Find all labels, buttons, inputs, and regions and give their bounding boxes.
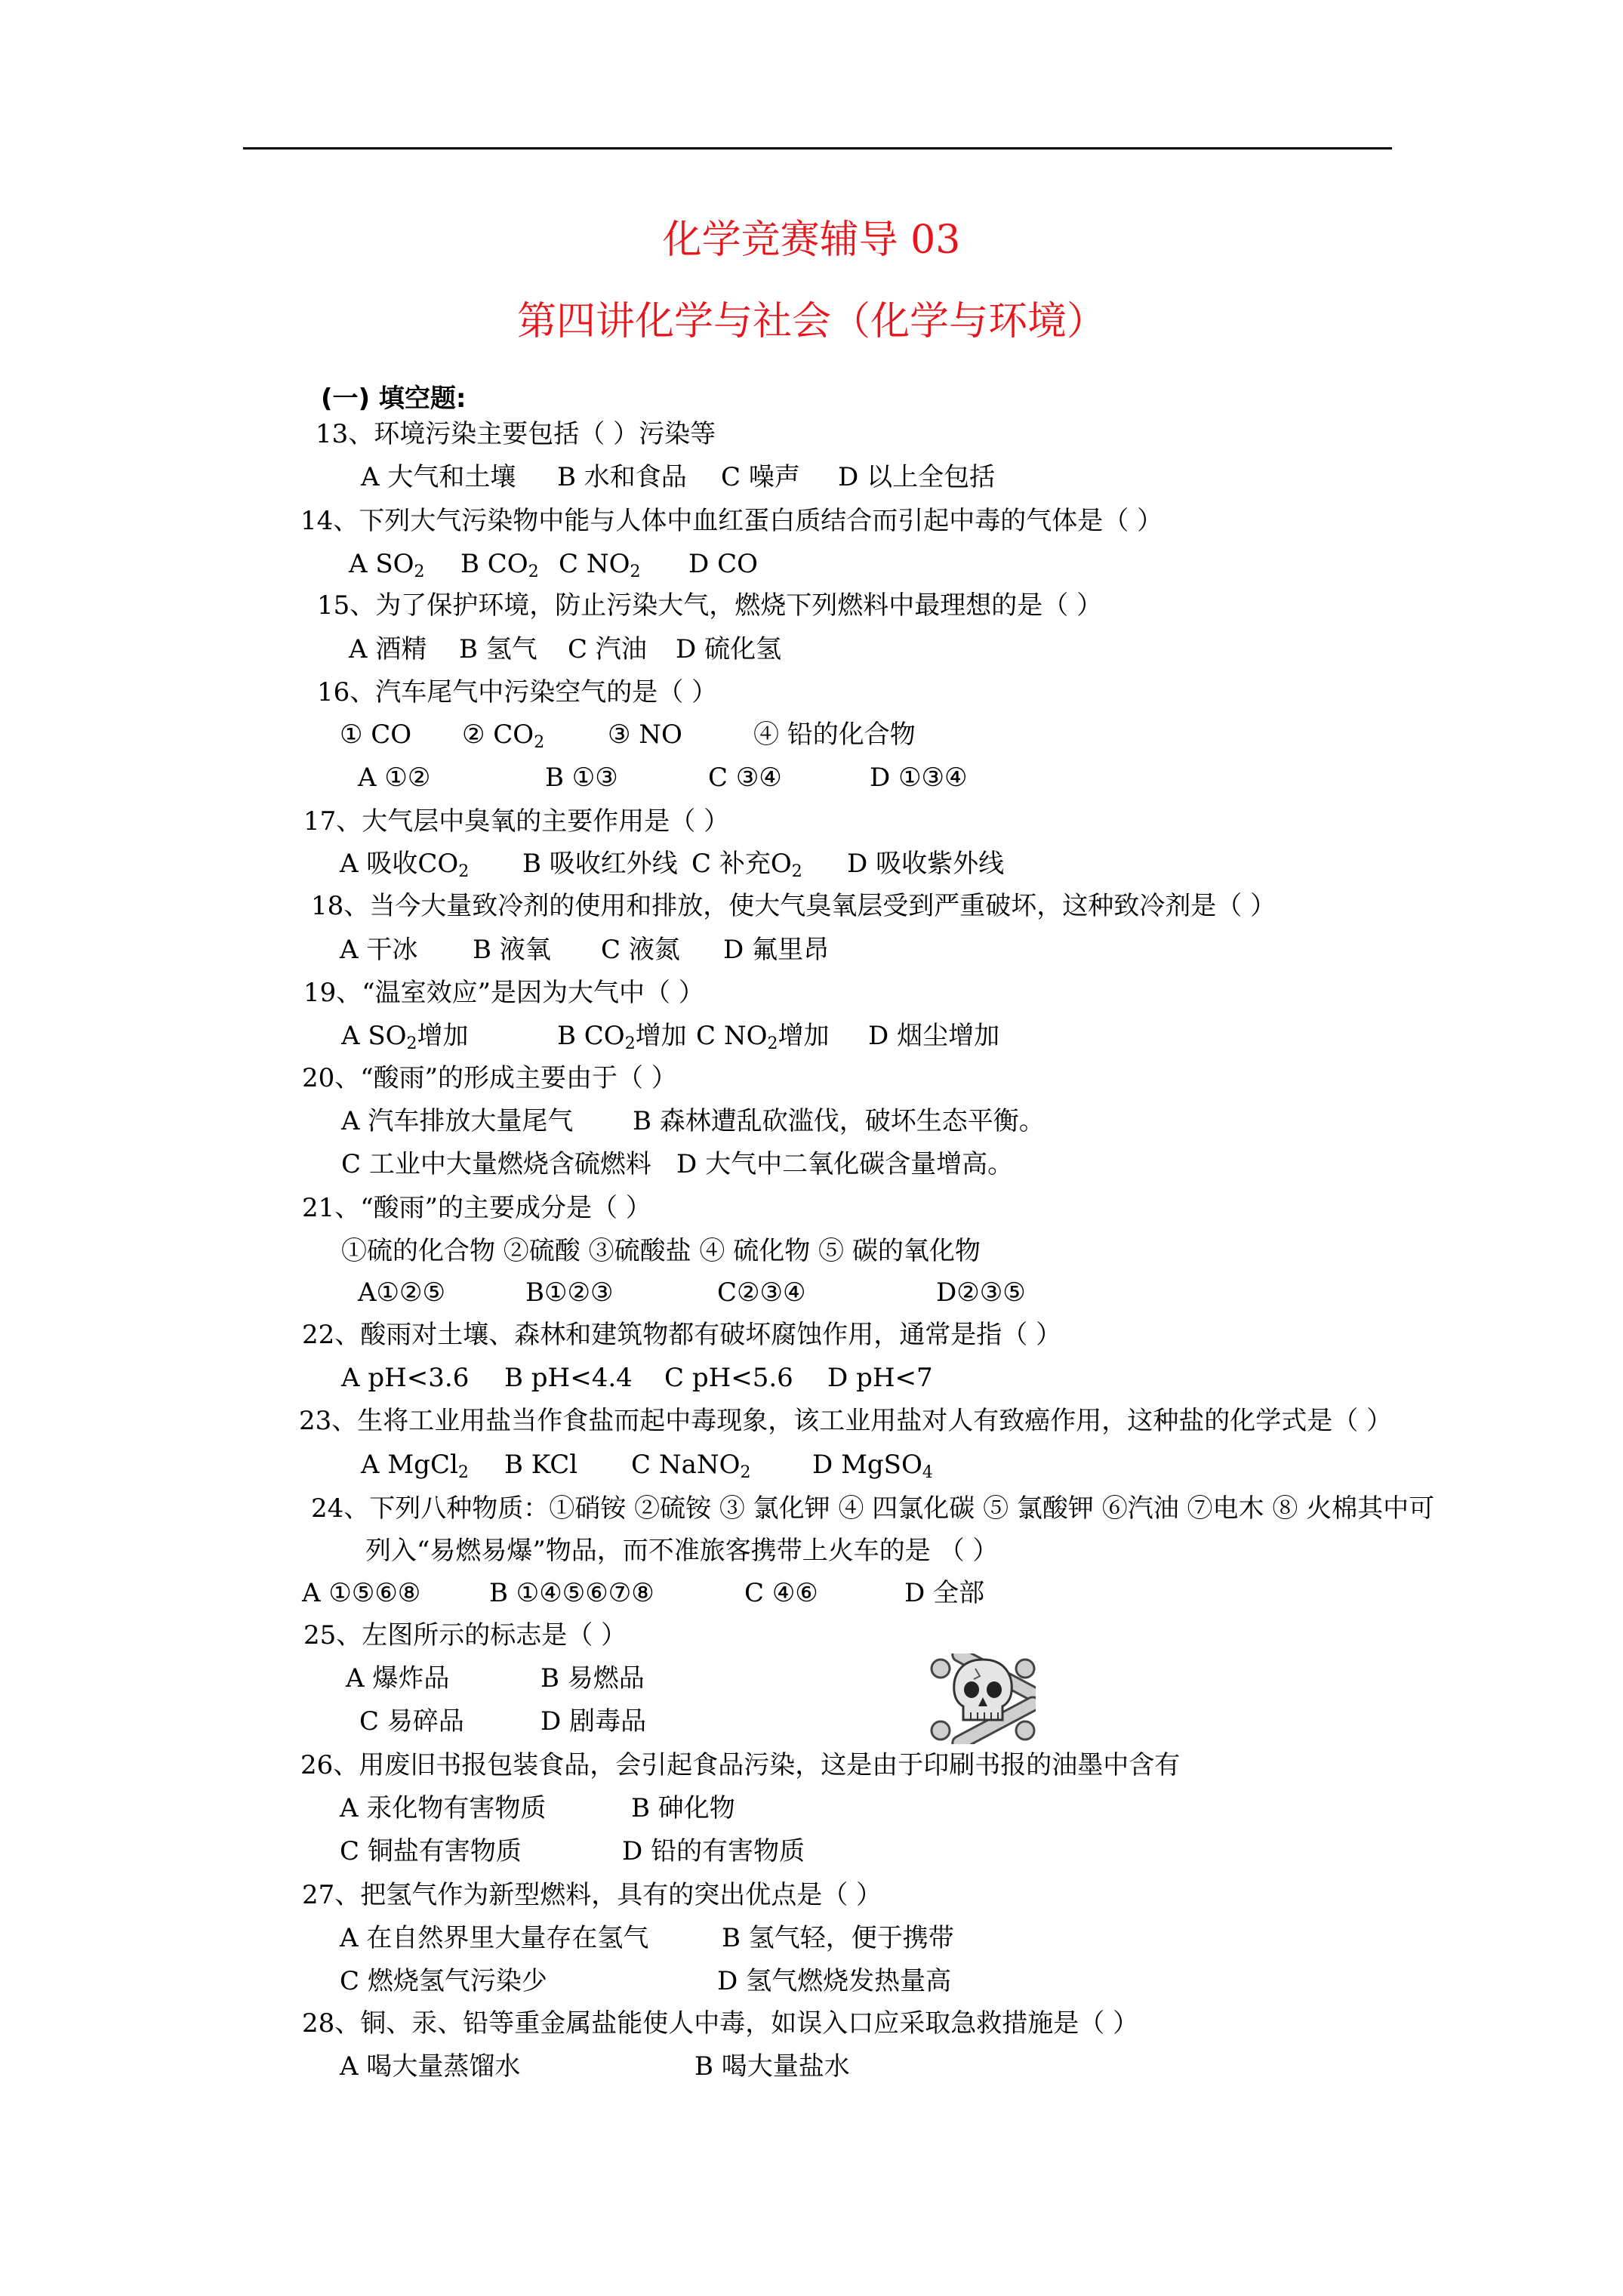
option-b: B 森林遭乱砍滥伐，破坏生态平衡。 [633, 1106, 1045, 1136]
option-d: D 全部 [904, 1578, 985, 1608]
option-d: D 大气中二氧化碳含量增高。 [676, 1149, 1014, 1179]
question-26-options-ab [0, 1793, 1623, 1823]
option-b: B 液氧 [473, 935, 551, 965]
option-c: C ④⑥ [744, 1578, 818, 1608]
question-27-options-ab [0, 1923, 1623, 1953]
option-b: B $CO_2$ [460, 549, 539, 581]
option-b: B pH<4.4 [504, 1363, 633, 1393]
option-a: A $SO_2$增加 [341, 1021, 469, 1053]
header-rule [243, 147, 1392, 149]
question-13: 13、环境污染主要包括（ ）污染等 [316, 419, 716, 449]
option-c: C pH<5.6 [664, 1363, 793, 1393]
option-a: A①②⑤ [358, 1277, 445, 1308]
option-a: A 在自然界里大量存在氢气 [340, 1923, 649, 1953]
question-27-options-cd [0, 1966, 1623, 1996]
option-c: C $NO_2$增加 [696, 1021, 830, 1053]
question-19: 19、“温室效应”是因为大气中（ ） [303, 978, 704, 1008]
question-24-stem-cont: 列入“易燃易爆”物品，而不准旅客携带上火车的是 （ ） [365, 1536, 999, 1566]
question-14-options [0, 549, 1623, 579]
question-26: 26、用废旧书报包装食品，会引起食品污染，这是由于印刷书报的油墨中含有 [300, 1750, 1181, 1780]
option-c: C 铜盐有害物质 [340, 1836, 522, 1866]
page-subtitle: 第四讲化学与社会（化学与环境） [516, 299, 1106, 344]
question-24-options [0, 1578, 1623, 1608]
option-a: A 酒精 [349, 634, 427, 664]
option-c: C ③④ [708, 763, 782, 793]
question-20-options-cd [0, 1149, 1623, 1179]
option-b: B 氢气轻，便于携带 [722, 1923, 954, 1953]
page-title: 化学竞赛辅导 03 [662, 217, 961, 263]
option-d: D 吸收紫外线 [847, 849, 1005, 879]
option-a: A ①⑤⑥⑧ [302, 1578, 421, 1608]
item-2: ② $CO_2$ [462, 720, 545, 752]
option-a: A 汽车排放大量尾气 [341, 1106, 574, 1136]
question-24: 24、下列八种物质：①硝铵 ②硫铵 ③ 氯化钾 ④ 四氯化碳 ⑤ 氯酸钾 ⑥汽油 ⑦电木 ⑧ 火棉其中可 [311, 1493, 1435, 1524]
item-3: ③ NO [608, 720, 682, 750]
option-d: D②③⑤ [936, 1277, 1026, 1308]
option-b: B ①④⑤⑥⑦⑧ [489, 1578, 654, 1608]
question-26-options-cd [0, 1836, 1623, 1866]
question-28: 28、铜、汞、铅等重金属盐能使人中毒，如误入口应采取急救措施是（ ） [302, 2008, 1139, 2039]
option-c: C $NO_2$ [559, 549, 641, 581]
question-27: 27、把氢气作为新型燃料，具有的突出优点是（ ） [302, 1880, 882, 1910]
question-20-options-ab [0, 1106, 1623, 1136]
option-c: C 汽油 [568, 634, 647, 664]
option-d: D pH<7 [827, 1363, 933, 1393]
question-14: 14、下列大气污染物中能与人体中血红蛋白质结合而引起中毒的气体是（ ） [300, 506, 1163, 536]
toxic-skull-crossbones-icon [930, 1653, 1036, 1744]
option-a: A pH<3.6 [341, 1363, 470, 1393]
option-c: C 补充$O_2$ [691, 849, 802, 881]
option-d: D MgSO$_4$ [812, 1450, 933, 1482]
option-a: A 干冰 [340, 935, 418, 965]
option-b: B $CO_2$增加 [557, 1021, 687, 1053]
question-17: 17、大气层中臭氧的主要作用是（ ） [303, 806, 730, 837]
option-a: A ①② [358, 763, 431, 793]
question-16-items [0, 720, 1623, 750]
option-d: D 氢气燃烧发热量高 [717, 1966, 952, 1996]
item-1: ① CO [340, 720, 412, 750]
question-23-options [0, 1450, 1623, 1480]
option-c: C NaNO$_2$ [631, 1450, 751, 1482]
option-d: D 以上全包括 [838, 462, 996, 492]
option-d: D ①③④ [870, 763, 968, 793]
question-28-options [0, 2051, 1623, 2082]
option-d: D 硫化氢 [676, 634, 782, 664]
option-d: D 剧毒品 [540, 1706, 647, 1737]
question-21-items: ①硫的化合物 ②硫酸 ③硫酸盐 ④ 硫化物 ⑤ 碳的氧化物 [341, 1236, 981, 1266]
option-c: C 液氮 [601, 935, 680, 965]
question-25-options-ab [0, 1663, 1623, 1693]
option-c: C 噪声 [721, 462, 800, 492]
option-d: D 氟里昂 [723, 935, 830, 965]
option-c: C 燃烧氢气污染少 [340, 1966, 547, 1996]
option-b: B 喝大量盐水 [694, 2051, 850, 2082]
item-4: ④ 铅的化合物 [753, 720, 916, 750]
question-15: 15、为了保护环境，防止污染大气，燃烧下列燃料中最理想的是（ ） [317, 590, 1103, 621]
question-21-options [0, 1277, 1623, 1308]
question-16: 16、汽车尾气中污染空气的是（ ） [317, 677, 718, 707]
option-b: B KCl [504, 1450, 578, 1480]
option-b: B①②③ [525, 1277, 614, 1308]
question-25: 25、左图所示的标志是（ ） [303, 1620, 627, 1650]
question-19-options [0, 1021, 1623, 1051]
option-a: A MgCl$_2$ [361, 1450, 469, 1482]
question-15-options [0, 634, 1623, 664]
question-22: 22、酸雨对土壤、森林和建筑物都有破坏腐蚀作用，通常是指（ ） [302, 1320, 1062, 1350]
question-21: 21、“酸雨”的主要成分是（ ） [302, 1193, 651, 1223]
option-b: B 水和食品 [557, 462, 687, 492]
option-a: A $SO_2$ [349, 549, 425, 581]
option-c: C 工业中大量燃烧含硫燃料 [341, 1149, 651, 1179]
question-22-options [0, 1363, 1623, 1393]
question-18-options [0, 935, 1623, 965]
question-18: 18、当今大量致冷剂的使用和排放，使大气臭氧层受到严重破坏，这种致冷剂是（ ） [311, 891, 1277, 921]
option-a: A 爆炸品 [346, 1663, 450, 1693]
option-b: B ①③ [545, 763, 618, 793]
option-b: B 氢气 [459, 634, 537, 664]
question-23: 23、生将工业用盐当作食盐而起中毒现象，该工业用盐对人有致癌作用，这种盐的化学式是（ ） [299, 1406, 1393, 1436]
option-b: B 吸收红外线 [522, 849, 678, 879]
question-16-options [0, 763, 1623, 793]
option-a: A 吸收$CO_2$ [340, 849, 470, 881]
option-a: A 喝大量蒸馏水 [340, 2051, 521, 2082]
option-a: A 汞化物有害物质 [340, 1793, 547, 1823]
option-d: D CO [688, 549, 758, 579]
question-17-options [0, 849, 1623, 879]
section-heading: (一) 填空题: [321, 384, 467, 414]
option-b: B 砷化物 [631, 1793, 735, 1823]
option-c: C 易碎品 [359, 1706, 464, 1737]
option-b: B 易燃品 [540, 1663, 645, 1693]
option-d: D 铅的有害物质 [622, 1836, 805, 1866]
option-d: D 烟尘增加 [868, 1021, 1000, 1051]
option-c: C②③④ [717, 1277, 806, 1308]
option-a: A 大气和土壤 [361, 462, 516, 492]
question-13-options [0, 462, 1623, 492]
question-25-options-cd [0, 1706, 1623, 1737]
question-20: 20、“酸雨”的形成主要由于（ ） [302, 1063, 677, 1093]
